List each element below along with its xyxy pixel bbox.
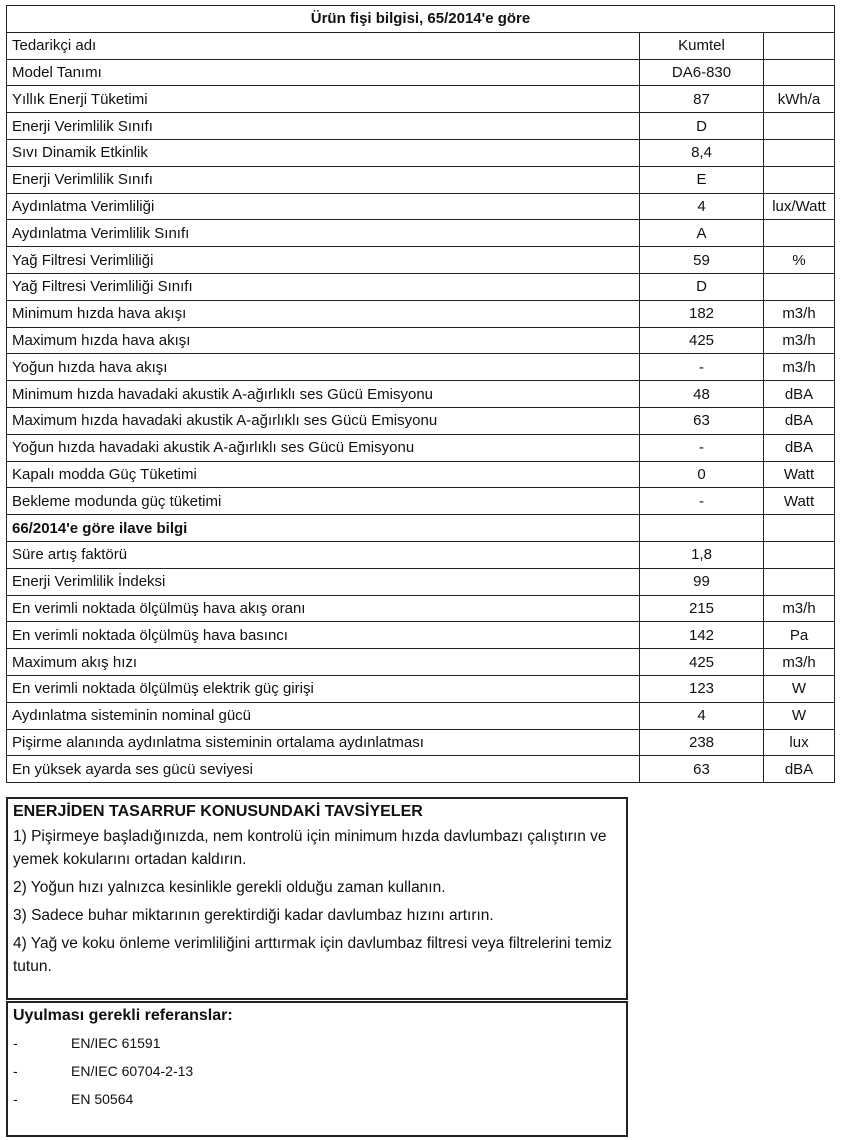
table-row [7, 702, 835, 729]
row-value: 1,8 [640, 541, 764, 568]
row-unit: dBA [764, 434, 835, 461]
row-unit: lux/Watt [764, 193, 835, 220]
row-label: Yoğun hızda hava akışı [7, 354, 640, 381]
row-label: Maximum hızda hava akışı [7, 327, 640, 354]
table-row [7, 220, 835, 247]
reference-item [13, 1029, 621, 1057]
table-row [7, 381, 835, 408]
table-row [7, 59, 835, 86]
reference-text: EN 50564 [71, 1091, 134, 1107]
energy-saving-recommendations [6, 797, 628, 1000]
row-value: D [640, 113, 764, 140]
references-list [13, 1029, 621, 1113]
table-row [7, 247, 835, 274]
row-value: A [640, 220, 764, 247]
table-row [7, 166, 835, 193]
row-label: En yüksek ayarda ses gücü seviyesi [7, 756, 640, 783]
row-value: 182 [640, 300, 764, 327]
row-unit: dBA [764, 381, 835, 408]
row-label: Aydınlatma Verimlilik Sınıfı [7, 220, 640, 247]
table-title-row [7, 6, 835, 33]
row-value: 0 [640, 461, 764, 488]
row-label: Maximum akış hızı [7, 649, 640, 676]
row-value: 215 [640, 595, 764, 622]
row-value: - [640, 488, 764, 515]
row-label: Model Tanımı [7, 59, 640, 86]
row-label: Enerji Verimlilik Sınıfı [7, 113, 640, 140]
row-value: E [640, 166, 764, 193]
table-row [7, 649, 835, 676]
row-label: Sıvı Dinamik Etkinlik [7, 139, 640, 166]
row-label: Pişirme alanında aydınlatma sisteminin ortalama aydınlatması [7, 729, 640, 756]
row-unit: m3/h [764, 327, 835, 354]
reference-dash: - [13, 1063, 18, 1079]
recommendation-item: 4) Yağ ve koku önleme verimliliğini arttırmak için davlumbaz filtresi veya filtrelerini temiz tutun. [13, 935, 612, 975]
table-row [7, 675, 835, 702]
row-label: Tedarikçi adı [7, 32, 640, 59]
row-value: 4 [640, 702, 764, 729]
row-label: Aydınlatma sisteminin nominal gücü [7, 702, 640, 729]
row-value: D [640, 273, 764, 300]
row-label: En verimli noktada ölçülmüş hava basıncı [7, 622, 640, 649]
row-unit: dBA [764, 407, 835, 434]
table-row [7, 86, 835, 113]
row-value: - [640, 434, 764, 461]
table-title: Ürün fişi bilgisi, 65/2014'e göre [7, 6, 835, 33]
row-unit: W [764, 702, 835, 729]
row-unit [764, 515, 835, 542]
row-label: Enerji Verimlilik Sınıfı [7, 166, 640, 193]
row-label: Süre artış faktörü [7, 541, 640, 568]
row-value: 8,4 [640, 139, 764, 166]
table-row [7, 273, 835, 300]
reference-dash: - [13, 1091, 18, 1107]
row-label: Yoğun hızda havadaki akustik A-ağırlıklı ses Gücü Emisyonu [7, 434, 640, 461]
row-unit: kWh/a [764, 86, 835, 113]
table-row [7, 327, 835, 354]
row-label: En verimli noktada ölçülmüş hava akış oranı [7, 595, 640, 622]
row-unit [764, 32, 835, 59]
row-unit: lux [764, 729, 835, 756]
row-label: Yıllık Enerji Tüketimi [7, 86, 640, 113]
reference-text: EN/IEC 60704-2-13 [71, 1063, 194, 1079]
row-label: Enerji Verimlilik İndeksi [7, 568, 640, 595]
table-row [7, 193, 835, 220]
recommendation-item: 1) Pişirmeye başladığınızda, nem kontrolü için minimum hızda davlumbazı çalıştırın ve yemek kokularını ortadan kaldırın. [13, 828, 607, 868]
row-unit: W [764, 675, 835, 702]
table-row [7, 595, 835, 622]
table-row [7, 622, 835, 649]
required-references [6, 1001, 628, 1137]
table-row [7, 729, 835, 756]
row-value: 425 [640, 649, 764, 676]
row-value: 87 [640, 86, 764, 113]
row-unit [764, 139, 835, 166]
row-unit: m3/h [764, 354, 835, 381]
row-unit: % [764, 247, 835, 274]
row-label: 66/2014'e göre ilave bilgi [7, 515, 640, 542]
row-unit [764, 273, 835, 300]
row-value: DA6-830 [640, 59, 764, 86]
table-row [7, 434, 835, 461]
row-value: 142 [640, 622, 764, 649]
table-row [7, 461, 835, 488]
reference-text: EN/IEC 61591 [71, 1035, 161, 1051]
row-unit [764, 166, 835, 193]
row-unit [764, 568, 835, 595]
table-row [7, 113, 835, 140]
table-row [7, 407, 835, 434]
row-label: Maximum hızda havadaki akustik A-ağırlıklı ses Gücü Emisyonu [7, 407, 640, 434]
row-value: 63 [640, 756, 764, 783]
table-row [7, 541, 835, 568]
table-row [7, 515, 835, 542]
row-unit [764, 59, 835, 86]
reference-dash: - [13, 1035, 18, 1051]
recommendation-item: 2) Yoğun hızı yalnızca kesinlikle gerekli olduğu zaman kullanın. [13, 879, 446, 896]
row-unit: m3/h [764, 595, 835, 622]
row-value: 63 [640, 407, 764, 434]
row-value: 48 [640, 381, 764, 408]
references-heading: Uyulması gerekli referanslar: [13, 1007, 233, 1024]
row-label: Minimum hızda hava akışı [7, 300, 640, 327]
product-fiche [6, 5, 834, 783]
row-unit [764, 220, 835, 247]
table-row [7, 488, 835, 515]
row-label: En verimli noktada ölçülmüş elektrik güç girişi [7, 675, 640, 702]
row-label: Bekleme modunda güç tüketimi [7, 488, 640, 515]
row-label: Yağ Filtresi Verimliliği [7, 247, 640, 274]
table-row [7, 756, 835, 783]
row-unit [764, 113, 835, 140]
reference-item [13, 1085, 621, 1113]
row-value [640, 515, 764, 542]
table-row [7, 300, 835, 327]
product-fiche-table [6, 5, 835, 783]
table-row [7, 568, 835, 595]
row-label: Yağ Filtresi Verimliliği Sınıfı [7, 273, 640, 300]
reference-item [13, 1057, 621, 1085]
row-value: - [640, 354, 764, 381]
row-unit [764, 541, 835, 568]
row-unit: Watt [764, 488, 835, 515]
row-value: 4 [640, 193, 764, 220]
row-unit: dBA [764, 756, 835, 783]
row-unit: m3/h [764, 300, 835, 327]
table-row [7, 32, 835, 59]
recommendation-item: 3) Sadece buhar miktarının gerektirdiği kadar davlumbaz hızını artırın. [13, 907, 494, 924]
row-value: 425 [640, 327, 764, 354]
row-value: 123 [640, 675, 764, 702]
row-label: Aydınlatma Verimliliği [7, 193, 640, 220]
row-label: Minimum hızda havadaki akustik A-ağırlıklı ses Gücü Emisyonu [7, 381, 640, 408]
table-row [7, 139, 835, 166]
row-value: 59 [640, 247, 764, 274]
row-value: 238 [640, 729, 764, 756]
row-unit: m3/h [764, 649, 835, 676]
row-unit: Watt [764, 461, 835, 488]
row-value: Kumtel [640, 32, 764, 59]
row-value: 99 [640, 568, 764, 595]
row-unit: Pa [764, 622, 835, 649]
recommendations-heading: ENERJİDEN TASARRUF KONUSUNDAKİ TAVSİYELER [13, 803, 423, 820]
row-label: Kapalı modda Güç Tüketimi [7, 461, 640, 488]
table-row [7, 354, 835, 381]
